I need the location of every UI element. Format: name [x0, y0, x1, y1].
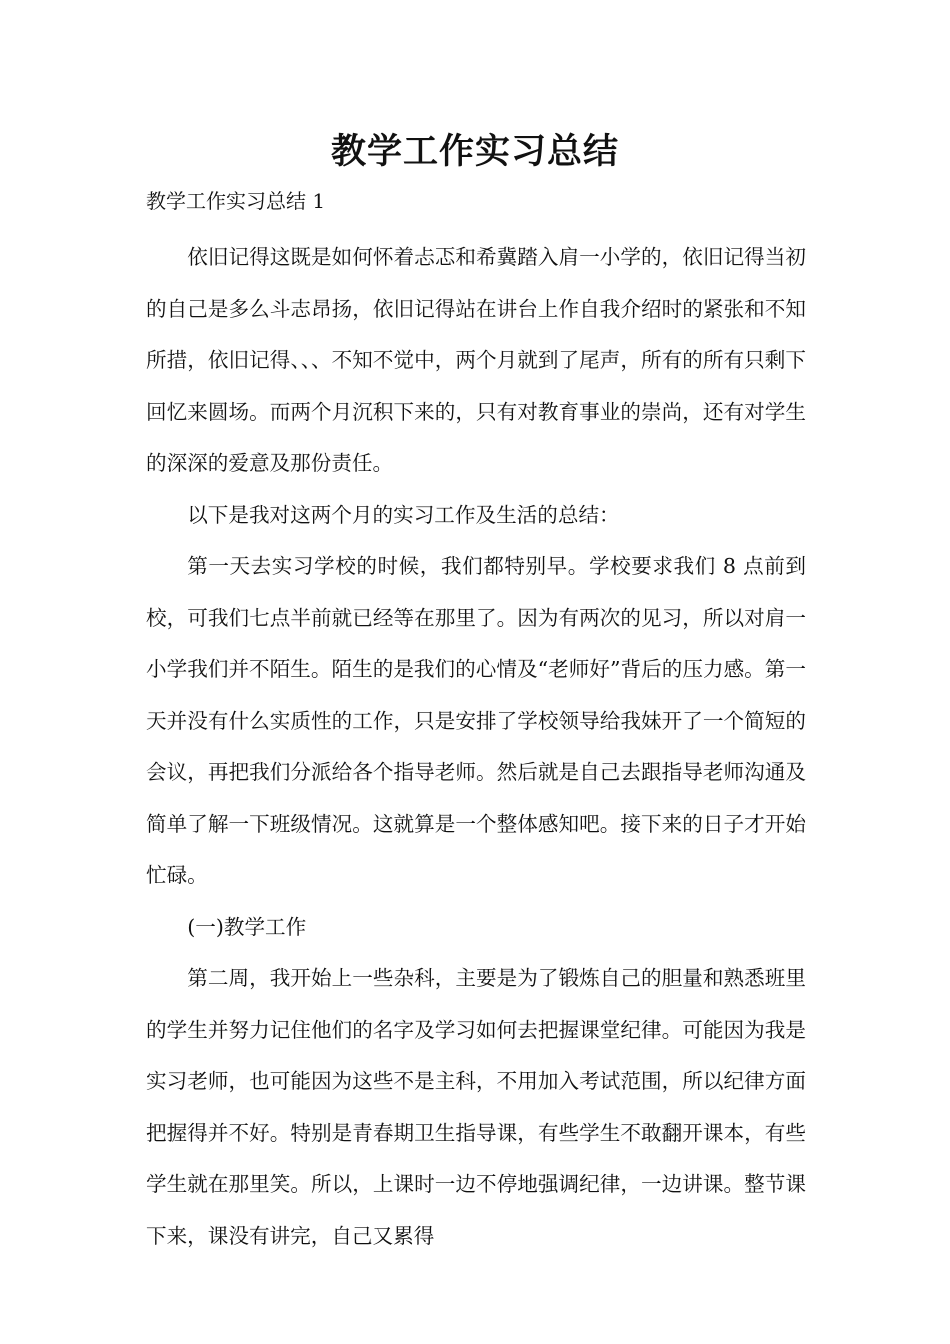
document-subtitle: 教学工作实习总结 1: [146, 189, 326, 213]
section-heading: (一)教学工作: [187, 914, 307, 939]
paragraph: 依旧记得这既是如何怀着忐忑和希冀踏入肩一小学的，依旧记得当初的自己是多么斗志昂扬，依旧记得站在讲台上作自我介绍时的紧张和不知所措，依旧记得、、、不知不觉中，两个月就到了尾声，所有的所有只剩下回忆来圆场。而两个月沉积下来的，只有对教育事业的崇尚，还有对学生的深深的爱意及那份责任。: [146, 245, 806, 475]
document-body: [146, 232, 806, 1262]
paragraph: 第二周，我开始上一些杂科，主要是为了锻炼自己的胆量和熟悉班里的学生并努力记住他们的名字及学习如何去把握课堂纪律。可能因为我是实习老师，也可能因为这些不是主科，不用加入考试范围，所以纪律方面把握得并不好。特别是青春期卫生指导课，有些学生不敢翻开课本，有些学生就在那里笑。所以，上课时一边不停地强调纪律，一边讲课。整节课下来，课没有讲完，自己又累得: [146, 966, 806, 1248]
paragraph: 第一天去实习学校的时候，我们都特别早。学校要求我们 8 点前到校，可我们七点半前就已经等在那里了。因为有两次的见习，所以对肩一小学我们并不陌生。陌生的是我们的心情及“老师好”背后的压力感。第一天并没有什么实质性的工作，只是安排了学校领导给我妹开了一个简短的会议，再把我们分派给各个指导老师。然后就是自己去跟指导老师沟通及简单了解一下班级情况。这就算是一个整体感知吧。接下来的日子才开始忙碌。: [146, 554, 806, 887]
document-title: 教学工作实习总结: [330, 132, 619, 172]
paragraph: 以下是我对这两个月的实习工作及生活的总结：: [187, 502, 620, 527]
